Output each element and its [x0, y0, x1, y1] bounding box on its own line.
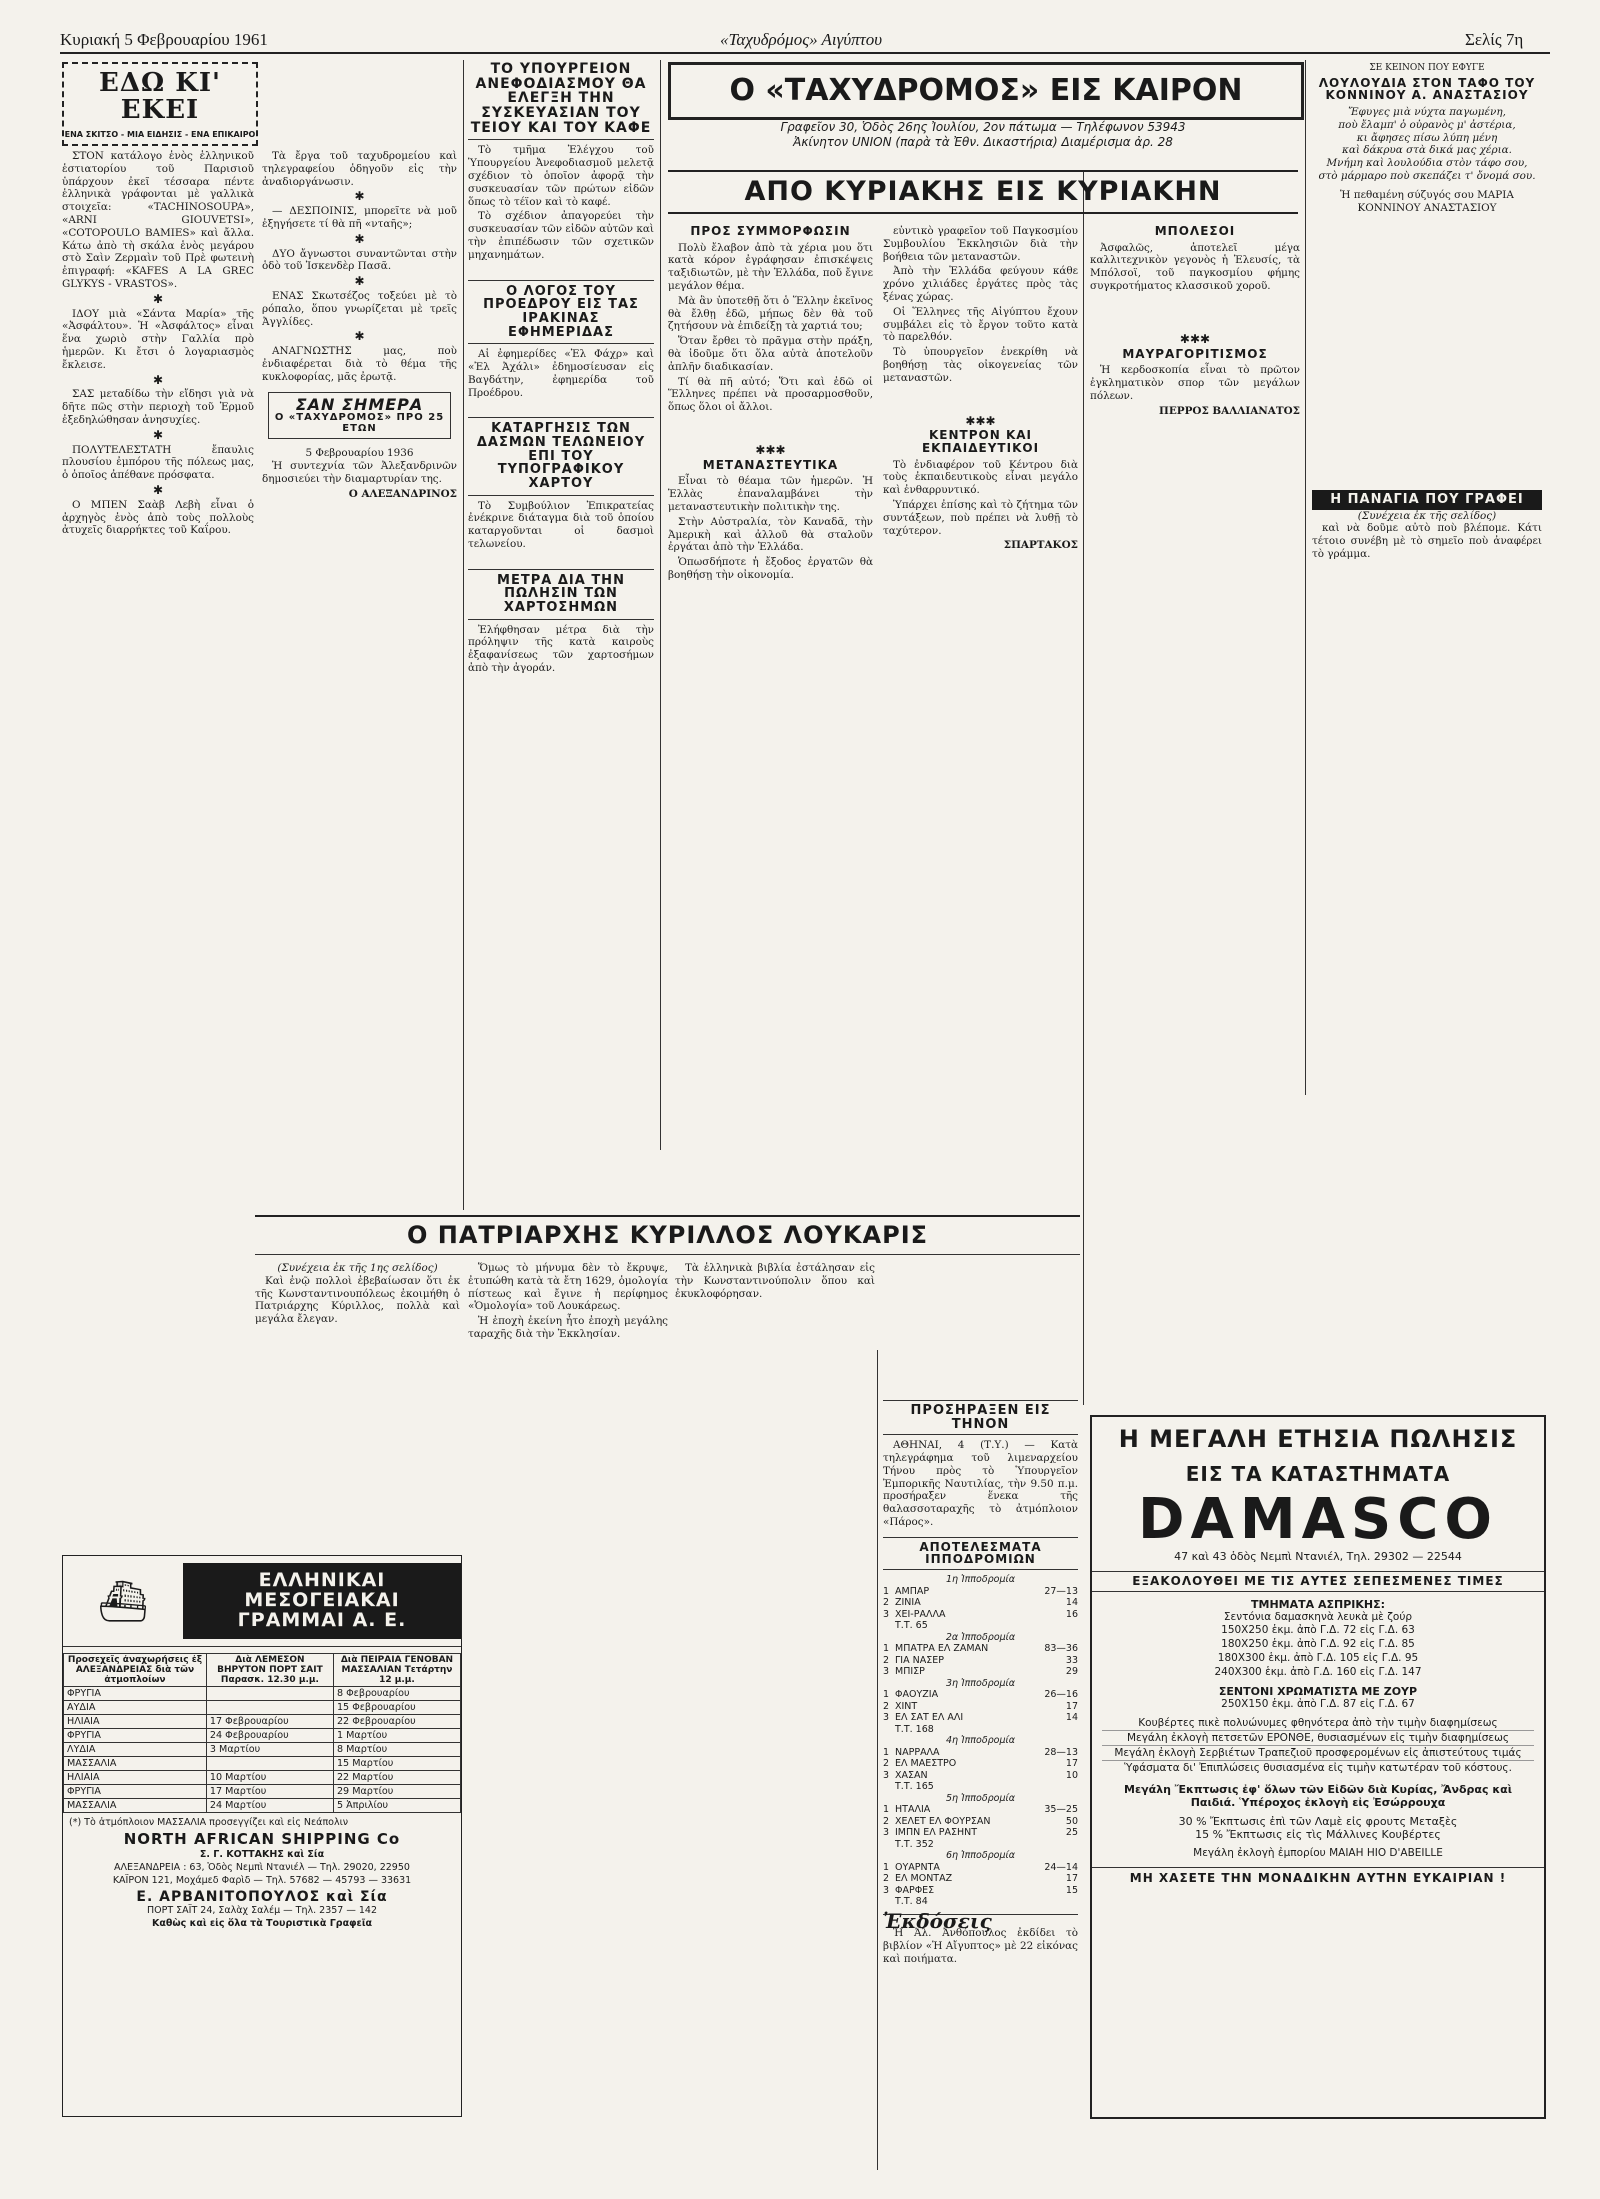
separator: ✱✱✱ [1179, 331, 1211, 346]
paragraph: Ἡ συντεχνία τῶν Ἀλεξανδρινῶν δημοσιεύει τὴν διαμαρτυρίαν της. [262, 460, 457, 485]
race-horse: ΜΠΙΣΡ [895, 1666, 925, 1678]
paragraph: Τὰ ἔργα τοῦ ταχυδρομείου καὶ τηλεγραφείου ὁδηγοῦν εἰς τὴν ἀναδιοργάνωσιν. [262, 150, 457, 188]
schedule-head-c: Διὰ ΠΕΙΡΑΙΑ ΓΕΝΟΒΑΝ ΜΑΣΣΑΛΙΑΝ Τετάρτην 12 μ.μ. [333, 1654, 460, 1687]
race-row [883, 1816, 1078, 1828]
poem-line: Ἔφυγες μιὰ νύχτα παγωμένη, [1348, 105, 1506, 118]
paragraph: Ἡ ἐποχὴ ἐκείνη ἦτο ἐποχὴ μεγάλης ταραχῆς διὰ τὴν Ἐκκλησίαν. [468, 1315, 668, 1340]
anniversary-box [268, 392, 451, 440]
masthead-info [668, 120, 1298, 150]
race-horse: ΧΑΣΑΝ [895, 1769, 928, 1781]
race-pos: 2 [883, 1700, 890, 1712]
kentron-subhead: ΚΕΝΤΡΟΝ ΚΑΙ ΕΚΠΑΙΔΕΥΤΙΚΟΙ [921, 428, 1040, 455]
race-horse: Τ.Τ. 352 [895, 1838, 934, 1850]
race-pos: 3 [883, 1884, 890, 1896]
masthead-line: Ἀκίνητον UNION (παρὰ τὰ Ἐθν. Δικαστήρια) Διαμέρισμα ἀρ. 28 [793, 135, 1173, 149]
paragraph: Τὸ ὑπουργεῖον ἐνεκρίθη νὰ βοηθήσῃ τὰς οἰκογενείας τῶν μεταναστῶν. [883, 346, 1078, 384]
race-pos: 2 [883, 1815, 890, 1827]
paragraph: Ἀσφαλῶς, ἀποτελεῖ μέγα καλλιτεχνικὸν γεγονὸς ἡ Ἐλευσίς, τὰ Μπόλσοϊ, τοῦ παγκοσμίου φήμης συγκροτήματος κλασσικοῦ χοροῦ. [1090, 241, 1300, 292]
race-pos [883, 1839, 895, 1851]
paragraph: εὐντικὸ γραφεῖον τοῦ Παγκοσμίου Συμβουλίου Ἐκκλησιῶν διὰ τὴν βοήθεια τῶν μεταναστῶν. [883, 225, 1078, 263]
date-cell: 15 Φεβρουαρίου [333, 1701, 460, 1715]
damasco-silk: ΣΕΝΤΟΝΙ ΧΡΩΜΑΤΙΣΤΑ ΜΕ ΖΟΥΡ [1218, 1684, 1418, 1698]
price-row: 150X250 ἑκμ. ἀπὸ Γ.Δ. 72 εἰς Γ.Δ. 63 [1221, 1623, 1415, 1636]
ship-name: ΜΑΣΣΑΛΙΑ [64, 1799, 207, 1813]
damasco-title: Η ΜΕΓΑΛΗ ΕΤΗΣΙΑ ΠΩΛΗΣΙΣ [1118, 1425, 1518, 1453]
price-row: 180X250 ἑκμ. ἀπὸ Γ.Δ. 92 εἰς Γ.Δ. 85 [1221, 1637, 1415, 1650]
paragraph: Μὰ ἂν ὑποτεθῇ ὅτι ὁ Ἕλλην ἐκεῖνος θὰ ἔλθῃ ἐδῶ, μήπως δὲν θὰ τοῦ ζητήσουν νὰ ἐπιδείξῃ τὰ χαρτιά του; [668, 294, 873, 333]
race-row [883, 1701, 1078, 1713]
ship-name: ΦΡΥΓΙΑ [64, 1785, 207, 1799]
table-row [64, 1701, 461, 1715]
damasco-prices [1092, 1623, 1544, 1679]
ship-name: ΦΡΥΓΙΑ [64, 1729, 207, 1743]
race-row [883, 1896, 1078, 1908]
race-row [883, 1643, 1078, 1655]
poem-line: καὶ δάκρυα στὰ δικά μας χέρια. [1342, 144, 1512, 157]
paragraph: Ἐλήφθησαν μέτρα διὰ τὴν πρόληψιν τῆς κατὰ καιροὺς ἐξαφανίσεως τῶν χαρτοσήμων ἀπὸ τὴν ἀγοράν. [468, 623, 654, 675]
race-head: 3η Ἱπποδρομία [945, 1677, 1016, 1689]
race-pos: 2 [883, 1873, 890, 1885]
agent-address: ΑΛΕΞΑΝΔΡΕΙΑ : 63, Ὁδὸς Νεμπὶ Ντανιέλ — Τηλ. 29020, 22950 [114, 1861, 410, 1873]
patriarch-col2 [468, 1262, 668, 2142]
table-row [64, 1757, 461, 1771]
race-horse: ΟΥΑΡΝΤΑ [895, 1861, 940, 1873]
race-horse: ΕΛ ΜΑΕΣΤΡΟ [895, 1758, 957, 1770]
agent-name: Ε. ΑΡΒΑΝΙΤΟΠΟΥΛΟΣ καὶ Σία [136, 1888, 388, 1905]
paragraph: ΑΘΗΝΑΙ, 4 (Τ.Υ.) — Κατὰ τηλεγράφημα τοῦ λιμεναρχείου Τήνου πρὸς τὸ Ὑπουργεῖον Ἐμπορικῆς Ναυτιλίας, τὴν 9.50 π.μ. προσήραξεν ἕνεκα τῆς θαλασσοταραχῆς τὸ ἀτμόπλοιον «Πάρος». [883, 1439, 1078, 1529]
sunday-header [668, 170, 1298, 214]
paragraph: Τὸ σχέδιον ἀπαγορεύει τὴν συσκευασίαν τῶν εἰδῶν αὐτῶν καὶ τὴν ἐπιπέδωσιν τῶν σχετικῶν μηχανημάτων. [468, 210, 654, 261]
damasco-sheets: Σεντόνια δαμασκηνὰ λευκὰ μὲ ζούρ [1223, 1610, 1413, 1623]
race-pos: 1 [883, 1861, 890, 1873]
race-horse: ΧΙΝΤ [895, 1700, 918, 1712]
race-odds: 27—13 [1044, 1585, 1078, 1597]
race-horse: Τ.Τ. 165 [895, 1781, 934, 1793]
race-pos [883, 1724, 895, 1736]
separator: ✱ [152, 482, 164, 497]
date-cell: 22 Φεβρουαρίου [333, 1715, 460, 1729]
header-page: Σελίς 7η [1465, 30, 1524, 49]
date-cell: 5 Ἀπριλίου [333, 1799, 460, 1813]
paragraph: ΠΟΛΥΤΕΛΕΣΤΑΤΗ ἔπαυλις πλουσίου ἐμπόρου τῆς πόλεως μας, ὁ ὁποῖος ἀπέθανε πρόσφατα. [62, 443, 254, 482]
ship-name: ΜΑΣΣΑΛΙΑ [64, 1757, 207, 1771]
date-cell: 3 Μαρτίου [206, 1743, 333, 1757]
race-odds: 17 [1065, 1700, 1078, 1712]
race-pos: 3 [883, 1827, 890, 1839]
dedication-signature: Ἡ πεθαμένη σύζυγός σου ΜΑΡΙΑ ΚΟΝΝΙΝΟΥ ΑΝΑΣΤΑΣΙΟΥ [1340, 188, 1514, 214]
race-horse: ΑΜΠΑΡ [895, 1585, 930, 1597]
race-row [883, 1862, 1078, 1874]
race-row [883, 1689, 1078, 1701]
race-odds: 14 [1065, 1597, 1078, 1609]
date-cell: 10 Μαρτίου [206, 1771, 333, 1785]
race-pos [883, 1620, 895, 1632]
dedication-label: ΣΕ ΚΕΙΝΟΝ ΠΟΥ ΕΦΥΓΕ [1369, 63, 1485, 73]
paragraph: Οἱ Ἕλληνες τῆς Αἰγύπτου ἔχουν συμβάλει εἰς τὸ ἔργον τοῦτο κατὰ τὸ παρελθόν. [883, 305, 1078, 344]
panagia [1312, 490, 1542, 1090]
paragraph: — ΔΕΣΠΟΙΝΙΣ, μπορεῖτε νὰ μοῦ ἐξηγήσετε τί θὰ πῆ «νταῆς»; [262, 205, 457, 230]
patriarch-continued: (Συνέχεια ἐκ τῆς 1ης σελίδος) [277, 1262, 438, 1274]
race-horse: ΕΛ ΣΑΤ ΕΛ ΑΛΙ [895, 1712, 964, 1724]
paragraph: Τί θὰ πῆ αὐτό; Ὅτι καὶ ἐδῶ οἱ Ἕλληνες πρέπει νὰ προσαρμοσθοῦν, ὅπως ὅλοι οἱ ἄλλοι. [668, 375, 873, 414]
date-cell: 17 Μαρτίου [206, 1785, 333, 1799]
race-odds: 28—13 [1044, 1746, 1078, 1758]
hellenic-lines-ad [62, 1555, 462, 2117]
date-cell: 15 Μαρτίου [333, 1757, 460, 1771]
date-cell [206, 1687, 333, 1701]
col1-text [62, 150, 254, 1345]
paragraph: ΑΝΑΓΝΩΣΤΗΣ μας, ποὺ ἐνδιαφέρεται διὰ τὸ θέμα τῆς κυκλοφορίας, μᾶς ἐρωτᾷ. [262, 345, 457, 383]
race-horse: Τ.Τ. 84 [895, 1896, 928, 1908]
ad-title: ΕΛΛΗΝΙΚΑΙ ΜΕΣΟΓΕΙΑΚΑΙ ΓΡΑΜΜΑΙ Α. Ε. [183, 1563, 461, 1639]
race-row [883, 1804, 1078, 1816]
paragraph: Ἀπὸ τὴν Ἑλλάδα φεύγουν κάθε χρόνο χιλιάδες ἐργάτες πρὸς τὰς ξένας χώρας. [883, 265, 1078, 303]
paragraph: Ἡ κερδοσκοπία εἶναι τὸ πρῶτον ἐγκληματικὸν σπορ τῶν μεγάλων πόλεων. [1090, 364, 1300, 402]
race-pos [883, 1896, 895, 1908]
sunday-subhead: ΠΡΟΣ ΣΥΜΜΟΡΦΩΣΙΝ [690, 225, 851, 238]
paragraph: ΕΝΑΣ Σκωτσέζος τοξεύει μὲ τὸ ρόπαλο, ὅπου γνωρίζεται μὲ τρεῖς Ἀγγλίδες. [262, 289, 457, 328]
race-row [883, 1873, 1078, 1885]
column-rule [660, 60, 661, 1150]
date-cell [206, 1701, 333, 1715]
race-row [883, 1712, 1078, 1724]
patriarch-title: Ο ΠΑΤΡΙΑΡΧΗΣ ΚΥΡΙΛΛΟΣ ΛΟΥΚΑΡΙΣ [406, 1221, 929, 1249]
race-odds: 16 [1065, 1608, 1078, 1620]
poem [1312, 106, 1542, 183]
race-horse: ΦΑΟΥΖΙΑ [895, 1689, 939, 1701]
anniversary-title: ΣΑΝ ΣΗΜΕΡΑ [295, 394, 424, 414]
ad-line: Κουβέρτες πικὲ πολυώνυμες φθηνότερα ἀπὸ τὴν τιμὴν διαφημίσεως [1138, 1716, 1498, 1729]
race-pos: 2 [883, 1597, 890, 1609]
paragraph: Στὴν Αὐστραλία, τὸν Καναδᾶ, τὴν Ἀμερικὴ καὶ ἀλλοῦ θὰ σταλοῦν ἐργάται ἀπὸ τὴν Ἑλλάδα. [668, 515, 873, 554]
date-cell: 1 Μαρτίου [333, 1729, 460, 1743]
sunday-title: ΑΠΟ ΚΥΡΙΑΚΗΣ ΕΙΣ ΚΥΡΙΑΚΗΝ [744, 176, 1222, 207]
ad-banner [63, 1556, 461, 1647]
date-cell [206, 1757, 333, 1771]
poem-line: Μνήμη καὶ λουλούδια στὸν τάφο σου, [1326, 157, 1528, 170]
date-cell: 8 Μαρτίου [333, 1743, 460, 1757]
poem-line: κι ἄφησες πίσω λύπη μένη [1356, 131, 1498, 144]
race-odds: 14 [1065, 1712, 1078, 1724]
race-odds: 15 [1065, 1884, 1078, 1896]
schedule-head-a: Προσεχεῖς ἀναχωρήσεις ἐξ ΑΛΕΞΑΝΔΡΕΙΑΣ διὰ τῶν ἀτμοπλοίων [64, 1654, 207, 1687]
race-odds: 50 [1065, 1815, 1078, 1827]
mavr-title: ΜΑΥΡΑΓΟΡΙΤΙΣΜΟΣ [1122, 346, 1268, 361]
anniversary-subtitle: Ο «ΤΑΧΥΔΡΟΜΟΣ» ΠΡΟ 25 ΕΤΩΝ [274, 412, 445, 434]
separator: ✱ [152, 427, 164, 442]
damasco-continues: ΕΞΑΚΟΛΟΥΘΕΙ ΜΕ ΤΙΣ ΑΥΤΕΣ ΣΕΠΕΣΜΕΝΕΣ ΤΙΜΕΣ [1092, 1571, 1544, 1592]
bolosi-col [1090, 225, 1300, 1350]
table-row [64, 1743, 461, 1757]
damasco-disc: 15 % Ἔκπτωσις εἰς τὶς Μάλλινες Κουβέρτες [1195, 1827, 1441, 1841]
sunday-col-a [668, 225, 873, 1345]
masthead-box [668, 62, 1304, 120]
date-cell: 24 Φεβρουαρίου [206, 1729, 333, 1743]
race-head: 6η Ἱπποδρομία [945, 1850, 1016, 1862]
table-row [64, 1771, 461, 1785]
races-title: ΑΠΟΤΕΛΕΣΜΑΤΑ ΙΠΠΟΔΡΟΜΙΩΝ [883, 1537, 1078, 1570]
date-cell: 24 Μαρτίου [206, 1799, 333, 1813]
race-odds: 10 [1065, 1769, 1078, 1781]
race-pos: 1 [883, 1746, 890, 1758]
separator: ✱ [354, 274, 365, 289]
ship-name: ΑΥΔΙΑ [64, 1701, 207, 1715]
date-cell: 29 Μαρτίου [333, 1785, 460, 1799]
damasco-sub: ΕΙΣ ΤΑ ΚΑΤΑΣΤΗΜΑΤΑ [1185, 1462, 1451, 1487]
sunday-subhead: ΜΕΤΑΝΑΣΤΕΥΤΙΚΑ [702, 457, 839, 472]
schedule-note: (*) Τὸ ἀτμόπλοιον ΜΑΣΣΑΛΙΑ προσεγγίζει καὶ εἰς Νεάπολιν [69, 1817, 349, 1828]
column-rule [463, 60, 464, 1210]
paragraph: καὶ νὰ δοῦμε αὐτὸ ποὺ βλέπομε. Κάτι τέτοιο συνέβη μὲ τὸ σημεῖο ποὺ ἀναφέρει τὸ γράμμα. [1312, 522, 1542, 561]
signature: Ο ΑΛΕΞΑΝΔΡΙΝΟΣ [348, 487, 457, 500]
patriarch-col3 [675, 1262, 875, 2142]
edo-ki-ekei-subtitle: ΕΝΑ ΣΚΙΤΣΟ - ΜΙΑ ΕΙΔΗΣΙΣ - ΕΝΑ ΕΠΙΚΑΙΡΟ [64, 129, 256, 139]
table-row [64, 1687, 461, 1701]
damasco-disc: 30 % Ἔκπτωσις ἐπὶ τῶν Λαμὲ εἰς φρουτς Μεταξὲς [1178, 1814, 1458, 1828]
race-odds: 33 [1065, 1654, 1078, 1666]
race-pos: 2 [883, 1654, 890, 1666]
agent-note: Καθὼς καὶ εἰς ὅλα τὰ Τουριστικὰ Γραφεῖα [151, 1918, 373, 1930]
races-list [883, 1574, 1078, 1908]
anniversary-date: 5 Φεβρουαρίου 1936 [305, 447, 414, 460]
tinos-title: ΠΡΟΣΗΡΑΞΕΝ ΕΙΣ ΤΗΝΟΝ [883, 1400, 1078, 1435]
headline-ministry: ΤΟ ΥΠΟΥΡΓΕΙΟΝ ΑΝΕΦΟΔΙΑΣΜΟΥ ΘΑ ΕΛΕΓΞΗ ΤΗΝ ΣΥΣΚΕΥΑΣΙΑΝ ΤΟΥ ΤΕΙΟΥ ΚΑΙ ΤΟΥ ΚΑΦΕ [468, 62, 654, 140]
paragraph: Ὁπωσδήποτε ἡ ἔξοδος ἐργατῶν θὰ βοηθήσῃ τὴν οἰκονομία. [668, 556, 873, 581]
paragraph: ΣΑΣ μεταδίδω τὴν εἴδησι γιὰ νὰ δῆτε πῶς στὴν περιοχὴ τοῦ Ἐρμοῦ ἐξεδηλώθησαν ἀνησυχίες. [62, 388, 254, 426]
agent-sub: Σ. Γ. ΚΟΤΤΑΚΗΣ καὶ Σία [199, 1848, 325, 1860]
col2-text [468, 62, 654, 1142]
damasco-lines [1092, 1716, 1544, 1775]
race-pos: 3 [883, 1769, 890, 1781]
race-row [883, 1827, 1078, 1839]
race-horse: Τ.Τ. 168 [895, 1723, 934, 1735]
schedule-table [63, 1653, 461, 1813]
race-odds: 25 [1065, 1827, 1078, 1839]
headline-stamps: ΜΕΤΡΑ ΔΙΑ ΤΗΝ ΠΩΛΗΣΙΝ ΤΩΝ ΧΑΡΤΟΣΗΜΩΝ [468, 569, 654, 620]
race-row [883, 1586, 1078, 1598]
agent-name: NORTH AFRICAN SHIPPING Co [123, 1830, 401, 1848]
race-head: 5η Ἱπποδρομία [945, 1792, 1016, 1804]
damasco-dept: ΤΜΗΜΑΤΑ ΑΣΠΡΙΚΗΣ: [1251, 1597, 1385, 1611]
race-row [883, 1747, 1078, 1759]
race-horse: ΝΑΡΡΑΛΑ [895, 1746, 940, 1758]
col1b-text [262, 150, 457, 1190]
damasco-silk-row: 250X150 ἑκμ. ἀπὸ Γ.Δ. 87 εἰς Γ.Δ. 67 [1221, 1697, 1415, 1710]
sunday-col-b [883, 225, 1078, 1345]
race-odds: 26—16 [1044, 1689, 1078, 1701]
dedication [1312, 62, 1542, 482]
race-horse: ΧΕΙ-ΡΑΛΛΑ [895, 1608, 946, 1620]
paragraph: Ὅμως τὸ μήνυμα δὲν τὸ ἔκρυψε, ἐτυπώθη κατὰ τὰ ἔτη 1629, ὁμολογία πίστεως καὶ ἔγινε ἡ περίφημος «Ὁμολογία» τοῦ Λουκάρεως. [468, 1262, 668, 1313]
damasco-address: 47 καὶ 43 ὁδὸς Νεμπὶ Ντανιέλ, Τηλ. 29302 — 22544 [1174, 1549, 1462, 1563]
ship-name: ΗΛΙΑΙΑ [64, 1715, 207, 1729]
ship-name: ΛΥΔΙΑ [64, 1743, 207, 1757]
race-horse: ΓΙΑ ΝΑΣΕΡ [895, 1654, 944, 1666]
price-row: 180X300 ἑκμ. ἀπὸ Γ.Δ. 105 εἰς Γ.Δ. 95 [1217, 1651, 1419, 1664]
date-cell: 17 Φεβρουαρίου [206, 1715, 333, 1729]
dedication-title: ΛΟΥΛΟΥΔΙΑ ΣΤΟΝ ΤΑΦΟ ΤΟΥ ΚΟΝΝΙΝΟΥ Α. ΑΝΑΣΤΑΣΙΟΥ [1318, 75, 1536, 103]
table-row [64, 1799, 461, 1813]
damasco-big: Μεγάλη Ἔκπτωσις ἐφ' ὅλων τῶν Εἰδῶν διὰ Κυρίας, Ἄνδρας καὶ Παιδιά. Ὑπέροχος ἐκλογὴ εἰς Ἐσώρρουχα [1124, 1782, 1512, 1809]
paragraph: Τὸ τμῆμα Ἐλέγχου τοῦ Ὑπουργείου Ἀνεφοδιασμοῦ μελετᾷ σχέδιον τὸ ὁποῖον ἀφορᾷ τὴν συσκευασίαν τῶν πρώτων εἰδῶν ὅπως τὸ τέϊον καὶ τὸ καφέ. [468, 144, 654, 208]
race-horse: Τ.Τ. 65 [895, 1620, 928, 1632]
paragraph: Εἶναι τὸ θέαμα τῶν ἡμερῶν. Ἡ Ἑλλὰς ἐπαναλαμβάνει τὴν μεταναστευτικὴν πολιτικὴν της. [668, 475, 873, 513]
ad-line: Ὑφάσματα δι' Ἐπιπλώσεις θυσιασμένα εἰς τιμὴν κατωτέραν τοῦ κόστους. [1102, 1760, 1534, 1775]
masthead-line: Γραφεῖον 30, Ὁδὸς 26ης Ἰουλίου, 2ον πάτωμα — Τηλέφωνον 53943 [780, 120, 1186, 134]
date-cell: 22 Μαρτίου [333, 1771, 460, 1785]
ekdoseis-title: Ἐκδόσεις [883, 1914, 1078, 1928]
paragraph: ΙΔΟΥ μιὰ «Σάντα Μαρία» τῆς «Ἀσφάλτου». Ἡ «Ἀσφάλτος» εἶναι ἕνα χωριὸ στὴν Γαλλία πρὸ ἡμερῶν. Κι ἔτσι ὁ λογαριασμὸς ἔκλεισε. [62, 307, 254, 371]
race-odds: 17 [1065, 1873, 1078, 1885]
separator: ✱ [354, 329, 365, 344]
paragraph: Αἱ ἐφημερίδες «Ἐλ Φάχρ» καὶ «Ἐλ Ἀχάλι» ἐδημοσίευσαν εἰς Βαγδάτην, ἐφημερίδα τοῦ Προέδρου. [468, 348, 654, 399]
poem-line: ποὺ ἔλαμπ' ὁ οὐρανὸς μ' ἀστέρια, [1338, 118, 1516, 131]
column-rule [877, 1350, 878, 2170]
race-pos: 3 [883, 1712, 890, 1724]
price-row: 240X300 ἑκμ. ἀπὸ Γ.Δ. 160 εἰς Γ.Δ. 147 [1214, 1665, 1422, 1678]
damasco-footer: ΜΗ ΧΑΣΕΤΕ ΤΗΝ ΜΟΝΑΔΙΚΗΝ ΑΥΤΗΝ ΕΥΚΑΙΡΙΑΝ ! [1092, 1867, 1544, 1885]
race-row [883, 1620, 1078, 1632]
panagia-continued: (Συνέχεια ἐκ τῆς σελίδος) [1357, 509, 1497, 522]
race-horse: ΖΙΝΙΑ [895, 1597, 921, 1609]
race-horse: ΦΑΡΦΕΣ [895, 1884, 935, 1896]
race-odds: 83—36 [1044, 1643, 1078, 1655]
signature: ΠΕΡΡΟΣ ΒΑΛΛΙΑΝΑΤΟΣ [1159, 404, 1300, 417]
patriarch-col1 [255, 1262, 460, 1547]
race-row [883, 1597, 1078, 1609]
race-pos [883, 1781, 895, 1793]
race-pos: 1 [883, 1689, 890, 1701]
header-paper: «Ταχυδρόμος» Αιγύπτου [720, 30, 883, 49]
race-odds: 29 [1065, 1666, 1078, 1678]
race-horse: ΕΛ ΜΟΝΤΑΖ [895, 1873, 953, 1885]
damasco-brand: DAMASCO [1138, 1487, 1498, 1553]
race-odds: 24—14 [1044, 1861, 1078, 1873]
race-pos: 1 [883, 1585, 890, 1597]
paragraph: Πολὺ ἔλαβον ἀπὸ τὰ χέρια μου ὅτι κατὰ κόρον ἐγράφησαν ἐπισκέψεις ταξιδιωτῶν, μὲ τὴν Ἑλλάδα, ποῦ ἔγινε μεγάλον θέμα. [668, 241, 873, 292]
column-rule [1305, 60, 1306, 1095]
race-row [883, 1724, 1078, 1736]
race-row [883, 1758, 1078, 1770]
race-pos: 1 [883, 1804, 890, 1816]
paragraph: Καὶ ἐνῷ πολλοὶ ἐβεβαίωσαν ὅτι ἐκ τῆς Κωνσταντινουπόλεως ἐκοιμήθη ὁ Πατριάρχης Κύριλλος, πολλὰ καὶ μεγάλα ἔλεγαν. [255, 1274, 460, 1326]
damasco-ad [1090, 1415, 1546, 2119]
ad-line: Μεγάλη ἐκλογὴ Σερβιέτων Τραπεζιοῦ προσφερομένων εἰς ἀπιστεύτους τιμάς [1102, 1745, 1534, 1760]
ship-name: ΗΛΙΑΙΑ [64, 1771, 207, 1785]
ad-line: Μεγάλη ἐκλογὴ πετσετῶν ΕΡΟΝΘΕ, θυσιασμένων εἰς τιμὴν διαφημίσεως [1102, 1730, 1534, 1745]
masthead-title: Ο «ΤΑΧΥΔΡΟΜΟΣ» ΕΙΣ ΚΑΙΡΟΝ [729, 73, 1243, 108]
agent-address: ΚΑΪΡΟΝ 121, Μοχάμεδ Φαρὶδ — Τηλ. 57682 — 45793 — 33631 [112, 1874, 412, 1886]
bottom-middle [883, 1400, 1078, 2160]
ship-icon: ⛴ [97, 1578, 149, 1625]
race-head: 2α Ἱπποδρομία [945, 1631, 1016, 1643]
race-odds: 35—25 [1044, 1804, 1078, 1816]
paragraph: Τὸ Συμβούλιον Ἐπικρατείας ἐνέκρινε διάταγμα διὰ τοῦ ὁποίου καταργοῦνται οἱ δασμοὶ τελωνείου. [468, 499, 654, 550]
race-odds: 17 [1065, 1758, 1078, 1770]
table-row [64, 1715, 461, 1729]
column-rule [1083, 170, 1084, 1405]
ship-name: ΦΡΥΓΙΑ [64, 1687, 207, 1701]
paragraph: Ο ΜΠΕΝ Σαὰβ Λεβὴ εἶναι ὁ ἀρχηγὸς ἑνὸς ἀπὸ τοὺς πολλοὺς ἀτυχεῖς διαρρήκτες τοῦ Καΐρου. [62, 498, 254, 537]
separator: ✱✱✱ [755, 442, 786, 457]
header-date: Κυριακή 5 Φεβρουαρίου 1961 [60, 30, 268, 49]
paragraph: Ἡ Ἀλ. Ἀνθόπουλος ἐκδίδει τὸ βιβλίον «Ἡ Αἴγυπτος» μὲ 22 εἰκόνας καὶ ποιήματα. [883, 1927, 1078, 1965]
separator: ✱✱✱ [965, 413, 996, 428]
paragraph: ΔΥΟ ἄγνωστοι συναντῶνται στὴν ὁδὸ τοῦ Ἰσκενδὲρ Πασᾶ. [262, 247, 457, 273]
signature: ΣΠΑΡΤΑΚΟΣ [1003, 539, 1078, 552]
race-pos: 3 [883, 1666, 890, 1678]
edo-ki-ekei-title: ΕΔΩ ΚΙ' ΕΚΕΙ [99, 68, 221, 126]
schedule-head-b: Διὰ ΛΕΜΕΣΟΝ ΒΗΡΥΤΟΝ ΠΟΡΤ ΣΑΙΤ Παρασκ. 12.30 μ.μ. [206, 1654, 333, 1687]
edo-ki-ekei-box [62, 62, 258, 146]
race-horse: ΜΠΑΤΡΑ ΕΛ ΖΑΜΑΝ [895, 1643, 989, 1655]
race-row [883, 1655, 1078, 1667]
separator: ✱ [354, 231, 365, 246]
race-head: 4η Ἱπποδρομία [945, 1735, 1016, 1747]
race-horse: ΗΤΑΛΙΑ [895, 1804, 931, 1816]
agent-address: ΠΟΡΤ ΣΑΪΤ 24, Σαλὰχ Σαλέμ — Τηλ. 2357 — 142 [146, 1905, 378, 1917]
paragraph: Ὑπάρχει ἐπίσης καὶ τὸ ζήτημα τῶν συντάξεων, ποὺ πρέπει νὰ λυθῇ τὸ ταχύτερον. [883, 498, 1078, 537]
separator: ✱ [152, 291, 164, 306]
date-cell: 8 Φεβρουαρίου [333, 1687, 460, 1701]
race-pos: 2 [883, 1758, 890, 1770]
race-pos: 1 [883, 1643, 890, 1655]
damasco-unique: Μεγάλη ἐκλογὴ ἐμπορίου ΜΑΙΑΗ ΗΙΟ D'ABEILLE [1193, 1846, 1443, 1859]
race-row [883, 1839, 1078, 1851]
table-row [64, 1729, 461, 1743]
race-row [883, 1666, 1078, 1678]
agents [63, 1832, 461, 1930]
race-head: 1η Ἱπποδρομία [945, 1574, 1016, 1586]
race-row [883, 1770, 1078, 1782]
race-row [883, 1885, 1078, 1897]
race-pos: 3 [883, 1608, 890, 1620]
race-row [883, 1609, 1078, 1621]
table-row [64, 1785, 461, 1799]
separator: ✱ [152, 372, 164, 387]
paragraph: Ὅταν ἔρθει τὸ πρᾶγμα στὴν πράξη, θὰ ἰδοῦμε ὅτι ὅλα αὐτὰ ἀποτελοῦν ἀπλῆν διαδικασίαν. [668, 335, 873, 373]
paragraph: ΣΤΟΝ κατάλογο ἑνὸς ἑλληνικοῦ ἑστιατορίου τοῦ Παρισιοῦ ὑπάρχουν ἐκεῖ τέσσαρα πέντε ἑλληνικὰ γράφονται μὲ γαλλικὰ στοιχεῖα: «TACHINOSOUPA», «ARNI GIOUVETSI», «COTOPOULO BAMIES» καὶ ἄλλα. Κάτω ἀπὸ τὴ σκάλα ἑνὸς μεγάρου στὸ Σαὶν Ζερμαὶν τοῦ Πρὲ φωτεινὴ ἐπιγραφή: «KAFES A LA GREC GLYKYS - VRASTOS». [62, 150, 254, 290]
paragraph: Τὰ ἑλληνικὰ βιβλία ἐστάλησαν εἰς τὴν Κωνσταντινούπολιν ὅπου καὶ ἐκυκλοφόρησαν. [675, 1262, 875, 1300]
panagia-title: Η ΠΑΝΑΓΙΑ ΠΟΥ ΓΡΑΦΕΙ [1312, 490, 1542, 510]
poem-line: στὸ μάρμαρο ποὺ σκεπάζει τ' ὄνομά σου. [1318, 169, 1536, 182]
header-rule [60, 52, 1550, 54]
race-row [883, 1781, 1078, 1793]
race-horse: ΧΕΛΕΤ ΕΛ ΦΟΥΡΣΑΝ [895, 1815, 991, 1827]
headline-president: Ο ΛΟΓΟΣ ΤΟΥ ΠΡΟΕΔΡΟΥ ΕΙΣ ΤΑΣ ΙΡΑΚΙΝΑΣ ΕΦΗΜΕΡΙΔΑΣ [468, 280, 654, 345]
headline-customs: ΚΑΤΑΡΓΗΣΙΣ ΤΩΝ ΔΑΣΜΩΝ ΤΕΛΩΝΕΙΟΥ ΕΠΙ ΤΟΥ ΤΥΠΟΓΡΑΦΙΚΟΥ ΧΑΡΤΟΥ [468, 417, 654, 495]
bolosi-title: ΜΠΟΛΕΣΟΙ [1154, 225, 1236, 238]
separator: ✱ [354, 189, 365, 204]
paragraph: Τὸ ἐνδιαφέρον τοῦ Κέντρου διὰ τοὺς ἐκπαιδευτικοὺς εἶναι μεγάλο καὶ ἐνθαρρυντικό. [883, 458, 1078, 497]
race-horse: ΙΜΠΝ ΕΛ ΡΑΣΗΝΤ [895, 1827, 978, 1839]
